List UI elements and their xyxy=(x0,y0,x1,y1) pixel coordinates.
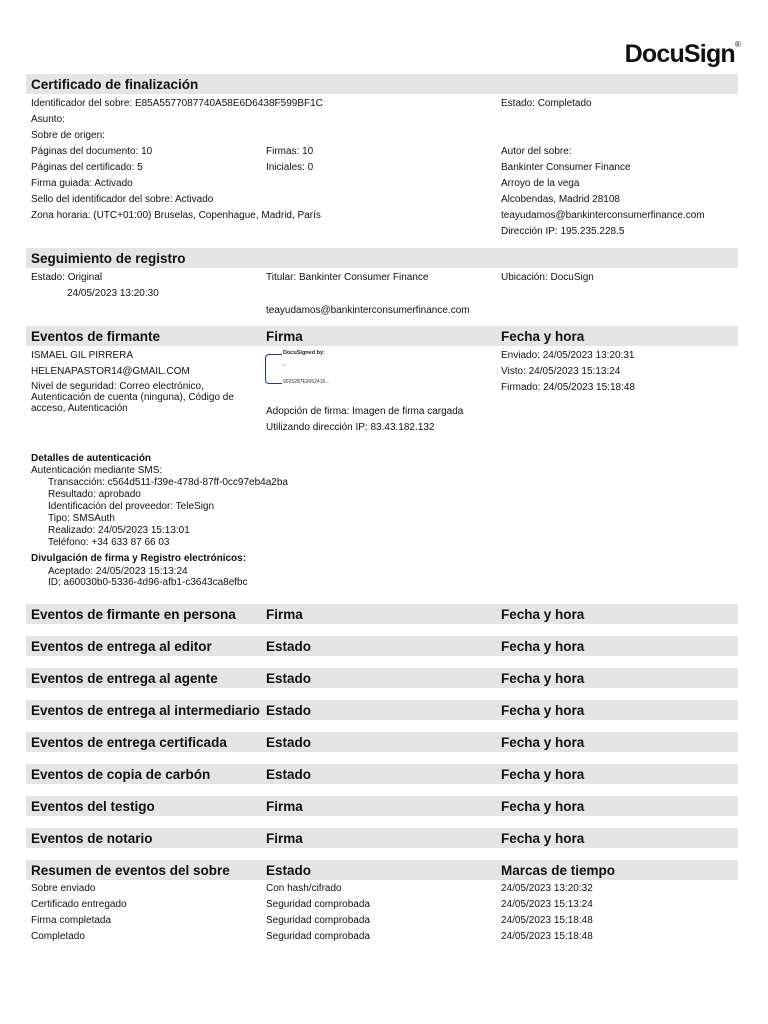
signature-top-line xyxy=(274,354,282,355)
summary-row-state: Seguridad comprobada xyxy=(266,915,370,926)
author-label: Autor del sobre: xyxy=(501,146,572,157)
summary-row-event: Certificado entregado xyxy=(31,899,127,910)
section-header-datetime: Fecha y hora xyxy=(501,671,585,686)
section-header-status: Estado xyxy=(266,639,312,654)
signature-adoption: Adopción de firma: Imagen de firma cargada xyxy=(266,406,464,417)
signer-ip: Utilizando dirección IP: 83.43.182.132 xyxy=(266,422,435,433)
tracking-holder: Titular: Bankinter Consumer Finance xyxy=(266,272,429,283)
summary-header-status: Estado xyxy=(266,863,312,878)
signature-count: Firmas: 10 xyxy=(266,146,314,157)
author-email: teayudamos@bankinterconsumerfinance.com xyxy=(501,210,705,221)
author-ip: Dirección IP: 195.235.228.5 xyxy=(501,226,625,237)
auth-sms: Autenticación mediante SMS: xyxy=(31,465,163,476)
section-header-status: Estado xyxy=(266,735,312,750)
disclosure-title: Divulgación de firma y Registro electrónicos: xyxy=(31,553,247,564)
timezone: Zona horaria: (UTC+01:00) Bruselas, Copenhague, Madrid, París xyxy=(31,210,321,221)
summary-header-events: Resumen de eventos del sobre xyxy=(31,863,230,878)
signature-id: 9025287E9052416... xyxy=(283,379,330,385)
signer-events-header: Eventos de firmante xyxy=(31,329,161,344)
disclosure-id: ID: a60030b0-5336-4d96-afb1-c3643ca8efbc xyxy=(48,577,248,588)
summary-row-time: 24/05/2023 15:18:48 xyxy=(501,931,593,942)
signer-email: HELENAPASTOR14@GMAIL.COM xyxy=(31,366,190,377)
tracking-date: 24/05/2023 13:20:30 xyxy=(67,288,159,299)
document-pages: Páginas del documento: 10 xyxy=(31,146,153,157)
tracking-holder-email: teayudamos@bankinterconsumerfinance.com xyxy=(266,305,470,316)
viewed-time: Visto: 24/05/2023 15:13:24 xyxy=(501,366,621,377)
envelope-id: Identificador del sobre: E85A5577087740A58E6D6438F599BF1C xyxy=(31,98,323,109)
section-header-events: Eventos de entrega al editor xyxy=(31,639,212,654)
summary-row-time: 24/05/2023 15:13:24 xyxy=(501,899,593,910)
signature-bracket xyxy=(265,354,274,384)
author-street: Arroyo de la vega xyxy=(501,178,580,189)
tracking-title: Seguimiento de registro xyxy=(31,251,186,266)
guided-signing: Firma guiada: Activado xyxy=(31,178,133,189)
section-header-datetime: Fecha y hora xyxy=(501,607,585,622)
section-header-status: Estado xyxy=(266,671,312,686)
section-header-datetime: Fecha y hora xyxy=(501,639,585,654)
auth-done: Realizado: 24/05/2023 15:13:01 xyxy=(48,525,190,536)
summary-row-event: Firma completada xyxy=(31,915,112,926)
certificate-title: Certificado de finalización xyxy=(31,77,199,92)
source-envelope: Sobre de origen: xyxy=(31,130,105,141)
section-header-status: Estado xyxy=(266,767,312,782)
summary-row-time: 24/05/2023 15:18:48 xyxy=(501,915,593,926)
signature-image: ~ xyxy=(281,360,287,370)
section-header-datetime: Fecha y hora xyxy=(501,767,585,782)
summary-row-time: 24/05/2023 13:20:32 xyxy=(501,883,593,894)
auth-details-title: Detalles de autenticación xyxy=(31,453,152,464)
auth-result: Resultado: aprobado xyxy=(48,489,141,500)
sent-time: Enviado: 24/05/2023 13:20:31 xyxy=(501,350,635,361)
summary-row-state: Seguridad comprobada xyxy=(266,931,370,942)
section-header-events: Eventos de entrega al intermediario xyxy=(31,703,260,718)
summary-row-state: Con hash/cifrado xyxy=(266,883,342,894)
section-header-events: Eventos de entrega certificada xyxy=(31,735,227,750)
envelope-status: Estado: Completado xyxy=(501,98,592,109)
section-header-datetime: Fecha y hora xyxy=(501,799,585,814)
summary-row-state: Seguridad comprobada xyxy=(266,899,370,910)
auth-phone: Teléfono: +34 633 87 66 03 xyxy=(48,537,170,548)
section-header-events: Eventos del testigo xyxy=(31,799,155,814)
signer-signature-header: Firma xyxy=(266,329,303,344)
disclosure-accepted: Aceptado: 24/05/2023 15:13:24 xyxy=(48,566,188,577)
docusigned-by-label: DocuSigned by: xyxy=(283,350,325,356)
section-header-status: Firma xyxy=(266,607,303,622)
subject: Asunto: xyxy=(31,114,65,125)
section-header-datetime: Fecha y hora xyxy=(501,735,585,750)
section-header-status: Firma xyxy=(266,799,303,814)
summary-header-timestamps: Marcas de tiempo xyxy=(501,863,616,878)
section-header-status: Firma xyxy=(266,831,303,846)
section-header-events: Eventos de firmante en persona xyxy=(31,607,236,622)
auth-provider: Identificación del proveedor: TeleSign xyxy=(48,501,215,512)
summary-row-event: Sobre enviado xyxy=(31,883,96,894)
docusigned-signature-box xyxy=(265,352,355,384)
signature-bottom-line xyxy=(274,383,282,384)
envelope-stamp: Sello del identificador del sobre: Activado xyxy=(31,194,214,205)
tracking-location: Ubicación: DocuSign xyxy=(501,272,594,283)
section-header-events: Eventos de copia de carbón xyxy=(31,767,211,782)
section-header-datetime: Fecha y hora xyxy=(501,703,585,718)
signer-datetime-header: Fecha y hora xyxy=(501,329,585,344)
author-name: Bankinter Consumer Finance xyxy=(501,162,631,173)
signer-name: ISMAEL GIL PIRRERA xyxy=(31,350,134,361)
section-header-events: Eventos de notario xyxy=(31,831,153,846)
author-city: Alcobendas, Madrid 28108 xyxy=(501,194,620,205)
auth-type: Tipo: SMSAuth xyxy=(48,513,115,524)
tracking-state: Estado: Original xyxy=(31,272,103,283)
signer-security-level: Nivel de seguridad: Correo electrónico, Autenticación de cuenta (ninguna), Código de acceso, Autenticación xyxy=(31,381,234,414)
section-header-datetime: Fecha y hora xyxy=(501,831,585,846)
section-header-events: Eventos de entrega al agente xyxy=(31,671,218,686)
certificate-pages: Páginas del certificado: 5 xyxy=(31,162,143,173)
signed-time: Firmado: 24/05/2023 15:18:48 xyxy=(501,382,635,393)
auth-transaction: Transacción: c564d511-f39e-478d-87ff-0cc97eb4a2ba xyxy=(48,477,288,488)
docusign-logo: DocuSign® xyxy=(624,40,740,68)
section-header-status: Estado xyxy=(266,703,312,718)
initials-count: Iniciales: 0 xyxy=(266,162,314,173)
summary-row-event: Completado xyxy=(31,931,85,942)
